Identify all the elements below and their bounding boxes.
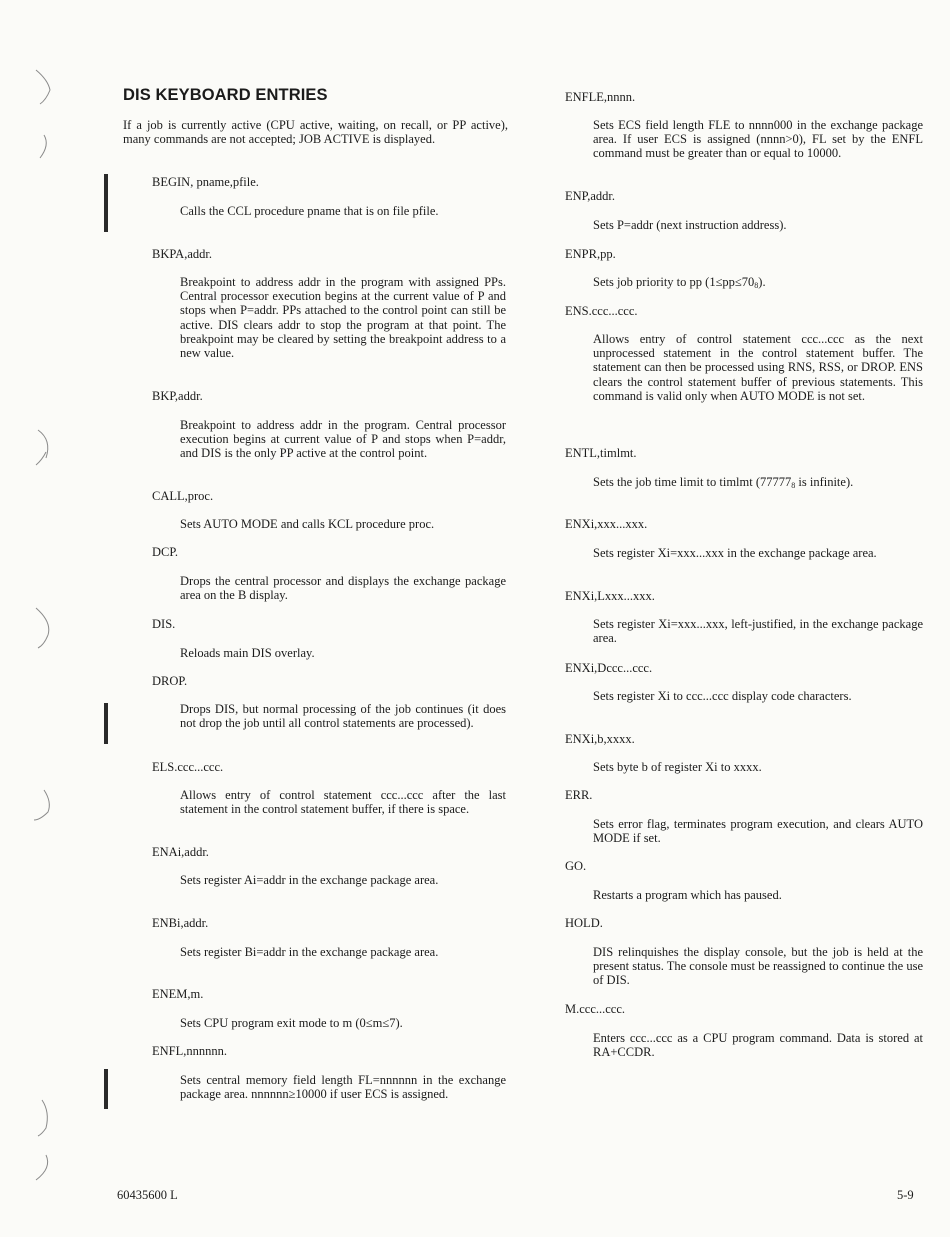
command-begin: BEGIN, pname,pfile.	[152, 175, 259, 189]
command-bkpa: BKPA,addr.	[152, 247, 212, 261]
command-err: ERR.	[565, 788, 593, 802]
command-enbi: ENBi,addr.	[152, 916, 209, 930]
octal-subscript: 8	[754, 281, 759, 290]
command-description: Sets CPU program exit mode to m (0≤m≤7).	[180, 1016, 403, 1030]
description-text: ).	[758, 275, 766, 289]
command-enxi: ENXi,xxx...xxx.	[565, 517, 648, 531]
octal-subscript: 8	[791, 481, 796, 490]
command-enp: ENP,addr.	[565, 189, 615, 203]
command-enfl: ENFL,nnnnnn.	[152, 1044, 227, 1058]
command-call: CALL,proc.	[152, 489, 214, 503]
change-bar	[104, 703, 108, 744]
command-enxi-display: ENXi,Dccc...ccc.	[565, 661, 653, 675]
command-go: GO.	[565, 859, 587, 873]
command-enfle: ENFLE,nnnn.	[565, 90, 636, 104]
command-description: Breakpoint to address addr in the program. Central processor execution begins at current value of P and stops when P=addr, and DIS is the only PP active at the control point.	[180, 418, 506, 461]
command-description: Sets central memory field length FL=nnnnnn in the exchange package area. nnnnnn≥10000 if user ECS is assigned.	[180, 1073, 506, 1102]
command-description: Calls the CCL procedure pname that is on file pfile.	[180, 204, 439, 218]
description-text: Sets the job time limit to timlmt (77777	[593, 475, 792, 489]
command-description: DIS relinquishes the display console, but the job is held at the present status. The console must be reassigned to continue the use of DIS.	[593, 945, 923, 988]
command-description: Reloads main DIS overlay.	[180, 646, 315, 660]
command-description: Restarts a program which has paused.	[593, 888, 782, 902]
command-description: Sets AUTO MODE and calls KCL procedure proc.	[180, 517, 435, 531]
command-enxi-byte: ENXi,b,xxxx.	[565, 732, 635, 746]
command-description: Sets register Xi=xxx...xxx, left-justified, in the exchange package area.	[593, 617, 923, 646]
command-description: Sets register Xi to ccc...ccc display code characters.	[593, 689, 852, 703]
command-m: M.ccc...ccc.	[565, 1002, 626, 1016]
scan-edge-marks	[0, 60, 70, 1210]
command-description: Allows entry of control statement ccc...ccc after the last statement in the control statement buffer, if there is space.	[180, 788, 506, 817]
description-text: is infinite).	[795, 475, 854, 489]
command-description: Drops the central processor and displays the exchange package area on the B display.	[180, 574, 506, 603]
command-enxi-left: ENXi,Lxxx...xxx.	[565, 589, 655, 603]
command-description: Breakpoint to address addr in the program with assigned PPs. Central processor execution begins at the current value of P and stops when P=addr. PPs attached to the control point can still be active. DIS clears addr to stop the program at that point. The breakpoint may be cleared by setting the breakpoint address to a new value.	[180, 275, 506, 361]
description-text: Sets job priority to pp (1≤pp≤70	[593, 275, 755, 289]
command-description: Sets byte b of register Xi to xxxx.	[593, 760, 762, 774]
command-description: Sets register Bi=addr in the exchange package area.	[180, 945, 439, 959]
command-description: Sets error flag, terminates program execution, and clears AUTO MODE if set.	[593, 817, 923, 846]
command-description: Drops DIS, but normal processing of the job continues (it does not drop the job until all control statements are processed).	[180, 702, 506, 731]
command-enem: ENEM,m.	[152, 987, 204, 1001]
command-dcp: DCP.	[152, 545, 179, 559]
command-description: Sets ECS field length FLE to nnnn000 in the exchange package area. If user ECS is assigned (nnnn>0), FL set by the ENFL command must be greater than or equal to 10000.	[593, 118, 923, 161]
command-dis: DIS.	[152, 617, 176, 631]
command-description	[593, 275, 923, 293]
command-entl: ENTL,timlmt.	[565, 446, 637, 460]
command-description: Sets register Ai=addr in the exchange package area.	[180, 873, 439, 887]
command-description: Sets register Xi=xxx...xxx in the exchange package area.	[593, 546, 877, 560]
document-number: 60435600 L	[117, 1188, 178, 1202]
command-drop: DROP.	[152, 674, 188, 688]
command-description: Sets P=addr (next instruction address).	[593, 218, 787, 232]
command-description: Enters ccc...ccc as a CPU program command. Data is stored at RA+CCDR.	[593, 1031, 923, 1060]
change-bar	[104, 1069, 108, 1109]
command-hold: HOLD.	[565, 916, 603, 930]
command-ens: ENS.ccc...ccc.	[565, 304, 638, 318]
section-heading: DIS KEYBOARD ENTRIES	[123, 86, 328, 104]
page-number: 5-9	[897, 1188, 914, 1202]
command-description: Allows entry of control statement ccc...ccc as the next unprocessed statement in the control statement buffer. The statement can then be processed using RNS, RSS, or DROP. ENS clears the control statement buffer of previous statements. This command is valid only when AUTO MODE is not set.	[593, 332, 923, 403]
intro-paragraph: If a job is currently active (CPU active, waiting, on recall, or PP active), many commands are not accepted; JOB ACTIVE is displayed.	[123, 118, 508, 147]
command-enpr: ENPR,pp.	[565, 247, 616, 261]
command-enai: ENAi,addr.	[152, 845, 209, 859]
change-bar	[104, 174, 108, 232]
command-bkp: BKP,addr.	[152, 389, 203, 403]
command-els: ELS.ccc...ccc.	[152, 760, 224, 774]
command-description	[593, 475, 923, 493]
